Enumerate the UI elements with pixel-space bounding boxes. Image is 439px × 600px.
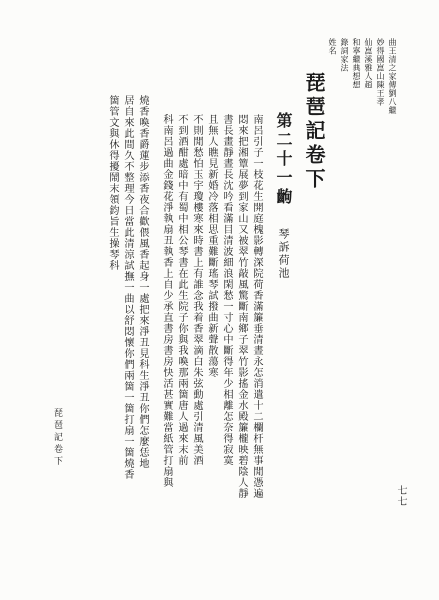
colophon-line-6: 姓名 (328, 38, 337, 55)
page-number: 七七 (395, 485, 406, 507)
text-line-1: 南呂引子一枝花生開庭槐影轉深院荷香滿簾垂清晝永怎消遣十二欄杆無事閒憑遍 (251, 114, 262, 499)
colophon-line-1: 曲王清之家傳劉八繼 (388, 38, 397, 115)
colophon-line-3: 仙崑溪雅人趙 (364, 38, 373, 89)
chapter-title: 第二十一齣 (274, 112, 293, 207)
text-line-10: 箇管文與休得擾鬧末領鈞旨生操琴科 (107, 95, 118, 271)
book-title: 琵琶記卷下 (302, 72, 326, 192)
text-line-2: 悶來把湘簟展夢到家山又被翠竹敲風驚斷南鄉子翠竹影搖金水殿簾櫳映碧陰人靜 (236, 114, 247, 499)
text-line-4: 且無人瞧見新婚冷落相思重難斷瑤琴試撥曲新聲散蕩寒 (206, 114, 217, 378)
text-line-5: 不則閒愁怕玉宇瓊樓寒來時書上有誰念我着香翠滴白朱弦動處引清風美酒 (191, 114, 202, 466)
text-line-7: 科南呂過曲金錢花淨執扇丑執香上自少承直書房書房快活甚實難當紙管打扇與 (161, 114, 172, 488)
text-line-8: 燒香喚香爵蓮步添香夜合歡偎風香起身一處把來淨丑見科生淨丑你們怎麼恁地 (137, 95, 148, 469)
colophon-line-2: 妙得國崑山陳王孝 (376, 38, 385, 106)
text-line-9: 居自來此間久不整理今日當此清涼試撫一曲以舒悶懷你們兩箇一箇打扇一箇燒香 (122, 95, 133, 480)
colophon-line-4: 和寧繼典想想 (352, 38, 361, 89)
chapter-subtitle: 琴訴荷池 (277, 228, 290, 280)
text-line-3: 書長畫靜晝長沈吟看滿目清波細浪閑愁一寸心中斷得年少相離怎奈得寂寞 (221, 114, 232, 466)
text-line-6: 不到酒酣處暗中有蜀中相公琴書在此生院子你與我喚那兩箇唐人過來末前 (176, 114, 187, 466)
running-title: 琵琶記卷下 (52, 408, 62, 468)
colophon-line-5: 錄詞家法 (340, 38, 349, 72)
